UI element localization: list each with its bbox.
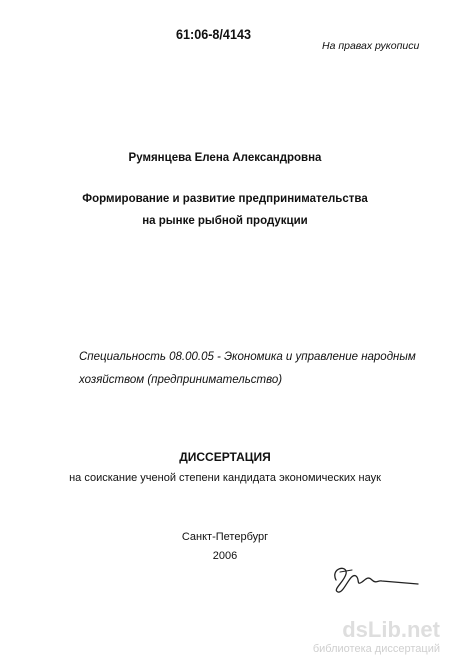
document-type-heading: ДИССЕРТАЦИЯ <box>179 450 271 464</box>
thesis-title-line-1: Формирование и развитие предпринимательства <box>82 193 368 205</box>
thesis-title-line-2: на рынке рыбной продукции <box>142 215 308 227</box>
city: Санкт-Петербург <box>181 531 269 543</box>
specialty-line-2: хозяйством (предпринимательство) <box>79 374 283 386</box>
year: 2006 <box>212 550 238 562</box>
manuscript-rights-note: На правах рукописи <box>322 40 420 52</box>
author-name: Румянцева Елена Александровна <box>128 152 322 164</box>
signature-icon <box>322 560 422 596</box>
watermark-logo: dsLib.net <box>342 617 440 642</box>
specialty-line-1: Специальность 08.00.05 - Экономика и управление народным <box>79 351 416 363</box>
degree-description: на соискание ученой степени кандидата экономических наук <box>69 472 381 484</box>
watermark <box>313 618 440 656</box>
watermark-subtitle: библиотека диссертаций <box>312 643 440 655</box>
archive-code: 61:06-8/4143 <box>176 26 251 42</box>
